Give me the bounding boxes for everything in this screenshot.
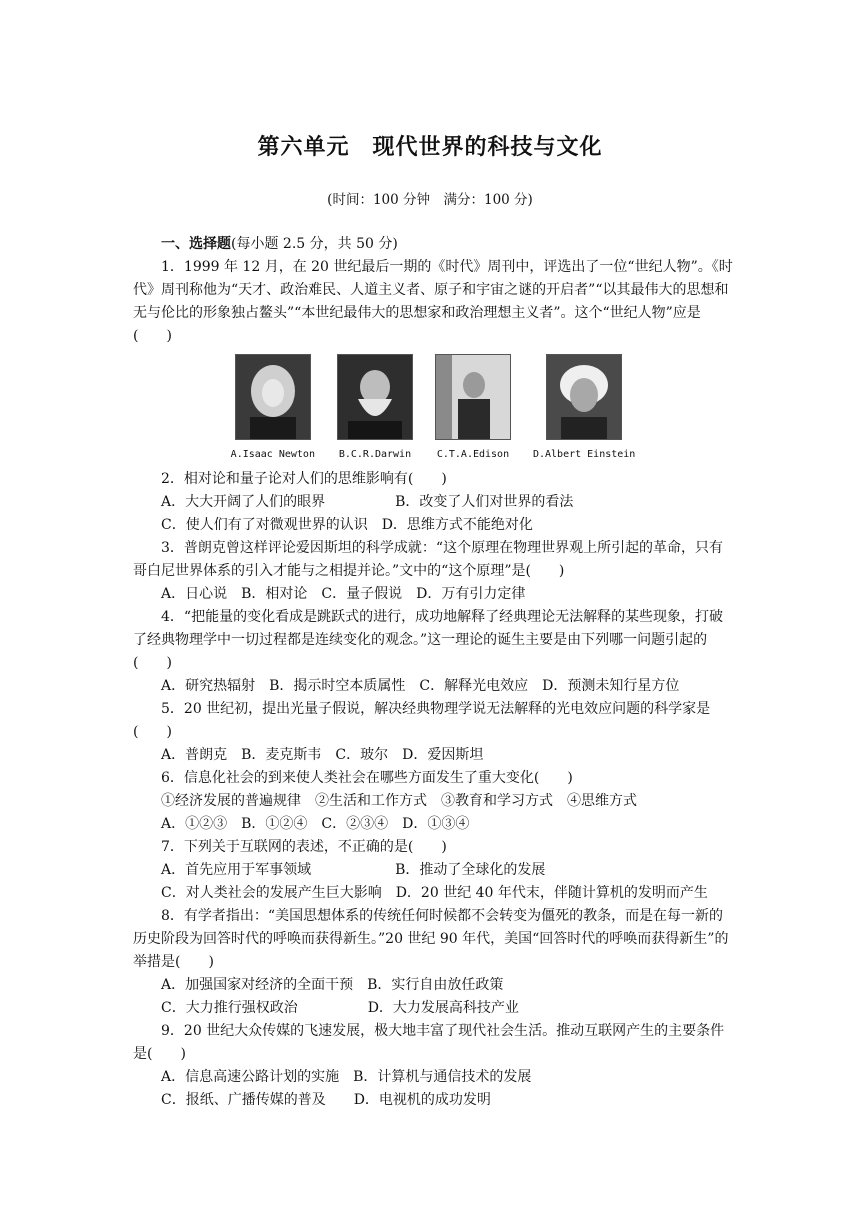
question-content	[133, 233, 733, 1112]
portrait-caption: D.Albert Einstein	[532, 449, 636, 460]
page-title: 第六单元 现代世界的科技与文化	[257, 135, 603, 160]
question-6-items: ①经济发展的普遍规律 ②生活和工作方式 ③教育和学习方式 ④思维方式	[161, 793, 637, 809]
exam-info: (时间：100 分钟 满分：100 分)	[327, 192, 533, 208]
question-8: 8．有学者指出：“美国思想体系的传统任何时候都不会转变为僵死的教条，而是在每一新的历史阶段为回答时代的呼唤而获得新生。”20 世纪 90 年代，美国“回答时代的呼唤而获得新生”的举措是( )	[133, 908, 729, 970]
portrait-edison	[435, 354, 511, 466]
question-8-options-2: C．大力推行强权政治 D．大力发展高科技产业	[161, 1000, 519, 1016]
question-5: 5．20 世纪初，提出光量子假说，解决经典物理学说无法解释的光电效应问题的科学家是( )	[133, 701, 711, 740]
portrait-newton	[231, 354, 315, 466]
newton-photo	[235, 354, 311, 440]
question-7-options-1: A．首先应用于军事领域 B．推动了全球化的发展	[161, 862, 546, 878]
question-7-options-2: C．对人类社会的发展产生巨大影响 D．20 世纪 40 年代末，伴随计算机的发明而产生	[161, 885, 708, 901]
question-7: 7．下列关于互联网的表述，不正确的是( )	[161, 839, 447, 855]
question-3-options: A．日心说 B．相对论 C．量子假说 D．万有引力定律	[161, 586, 526, 602]
section-heading: 一、选择题	[161, 236, 231, 252]
portrait-einstein	[533, 354, 635, 466]
question-9: 9．20 世纪大众传媒的飞速发展，极大地丰富了现代社会生活。推动互联网产生的主要条件是( )	[133, 1023, 725, 1062]
question-3: 3．普朗克曾这样评论爱因斯坦的科学成就：“这个原理在物理世界观上所引起的革命，只有哥白尼世界体系的引入才能与之相提并论。”文中的“这个原理”是( )	[133, 540, 724, 579]
question-2: 2．相对论和量子论对人们的思维影响有( )	[161, 471, 447, 487]
question-5-options: A．普朗克 B．麦克斯韦 C．玻尔 D．爱因斯坦	[161, 747, 484, 763]
question-4: 4．“把能量的变化看成是跳跃式的进行，成功地解释了经典理论无法解释的某些现象，打破了经典物理学中一切过程都是连续变化的观念。”这一理论的诞生主要是由下列哪一问题引起的( )	[133, 609, 724, 671]
portrait-caption: A.Isaac Newton	[230, 449, 315, 460]
section-note: (每小题 2.5 分，共 50 分)	[231, 236, 398, 252]
section-header	[133, 233, 733, 256]
question-2-options-2: C．使人们有了对微观世界的认识 D．思维方式不能绝对化	[161, 517, 533, 533]
question-9-options-1: A．信息高速公路计划的实施 B．计算机与通信技术的发展	[161, 1069, 532, 1085]
einstein-photo	[546, 354, 622, 440]
portrait-caption: B.C.R.Darwin	[338, 449, 412, 460]
portrait-darwin	[337, 354, 413, 466]
question-8-options-1: A．加强国家对经济的全面干预 B．实行自由放任政策	[161, 977, 504, 993]
question-1: 1．1999 年 12 月，在 20 世纪最后一期的《时代》周刊中，评选出了一位“世纪人物”。《时代》周刊称他为“天才、政治难民、人道主义者、原子和宇宙之谜的开启者”“以其最伟大的思想和无与伦比的形象独占鳌头”“本世纪最伟大的思想家和政治理想主义者”。这个“世纪人物”应是( )	[133, 259, 733, 344]
question-2-options-1: A．大大开阔了人们的眼界 B．改变了人们对世界的看法	[161, 494, 574, 510]
edison-photo	[435, 354, 511, 440]
question-6-options: A．①②③ B．①②④ C．②③④ D．①③④	[161, 816, 470, 832]
portrait-caption: C.T.A.Edison	[436, 449, 510, 460]
question-4-options: A．研究热辐射 B．揭示时空本质属性 C．解释光电效应 D．预测未知行星方位	[161, 678, 680, 694]
darwin-photo	[337, 354, 413, 440]
question-6: 6．信息化社会的到来使人类社会在哪些方面发生了重大变化( )	[161, 770, 573, 786]
portrait-row	[203, 354, 663, 466]
question-9-options-2: C．报纸、广播传媒的普及 D．电视机的成功发明	[161, 1092, 491, 1108]
